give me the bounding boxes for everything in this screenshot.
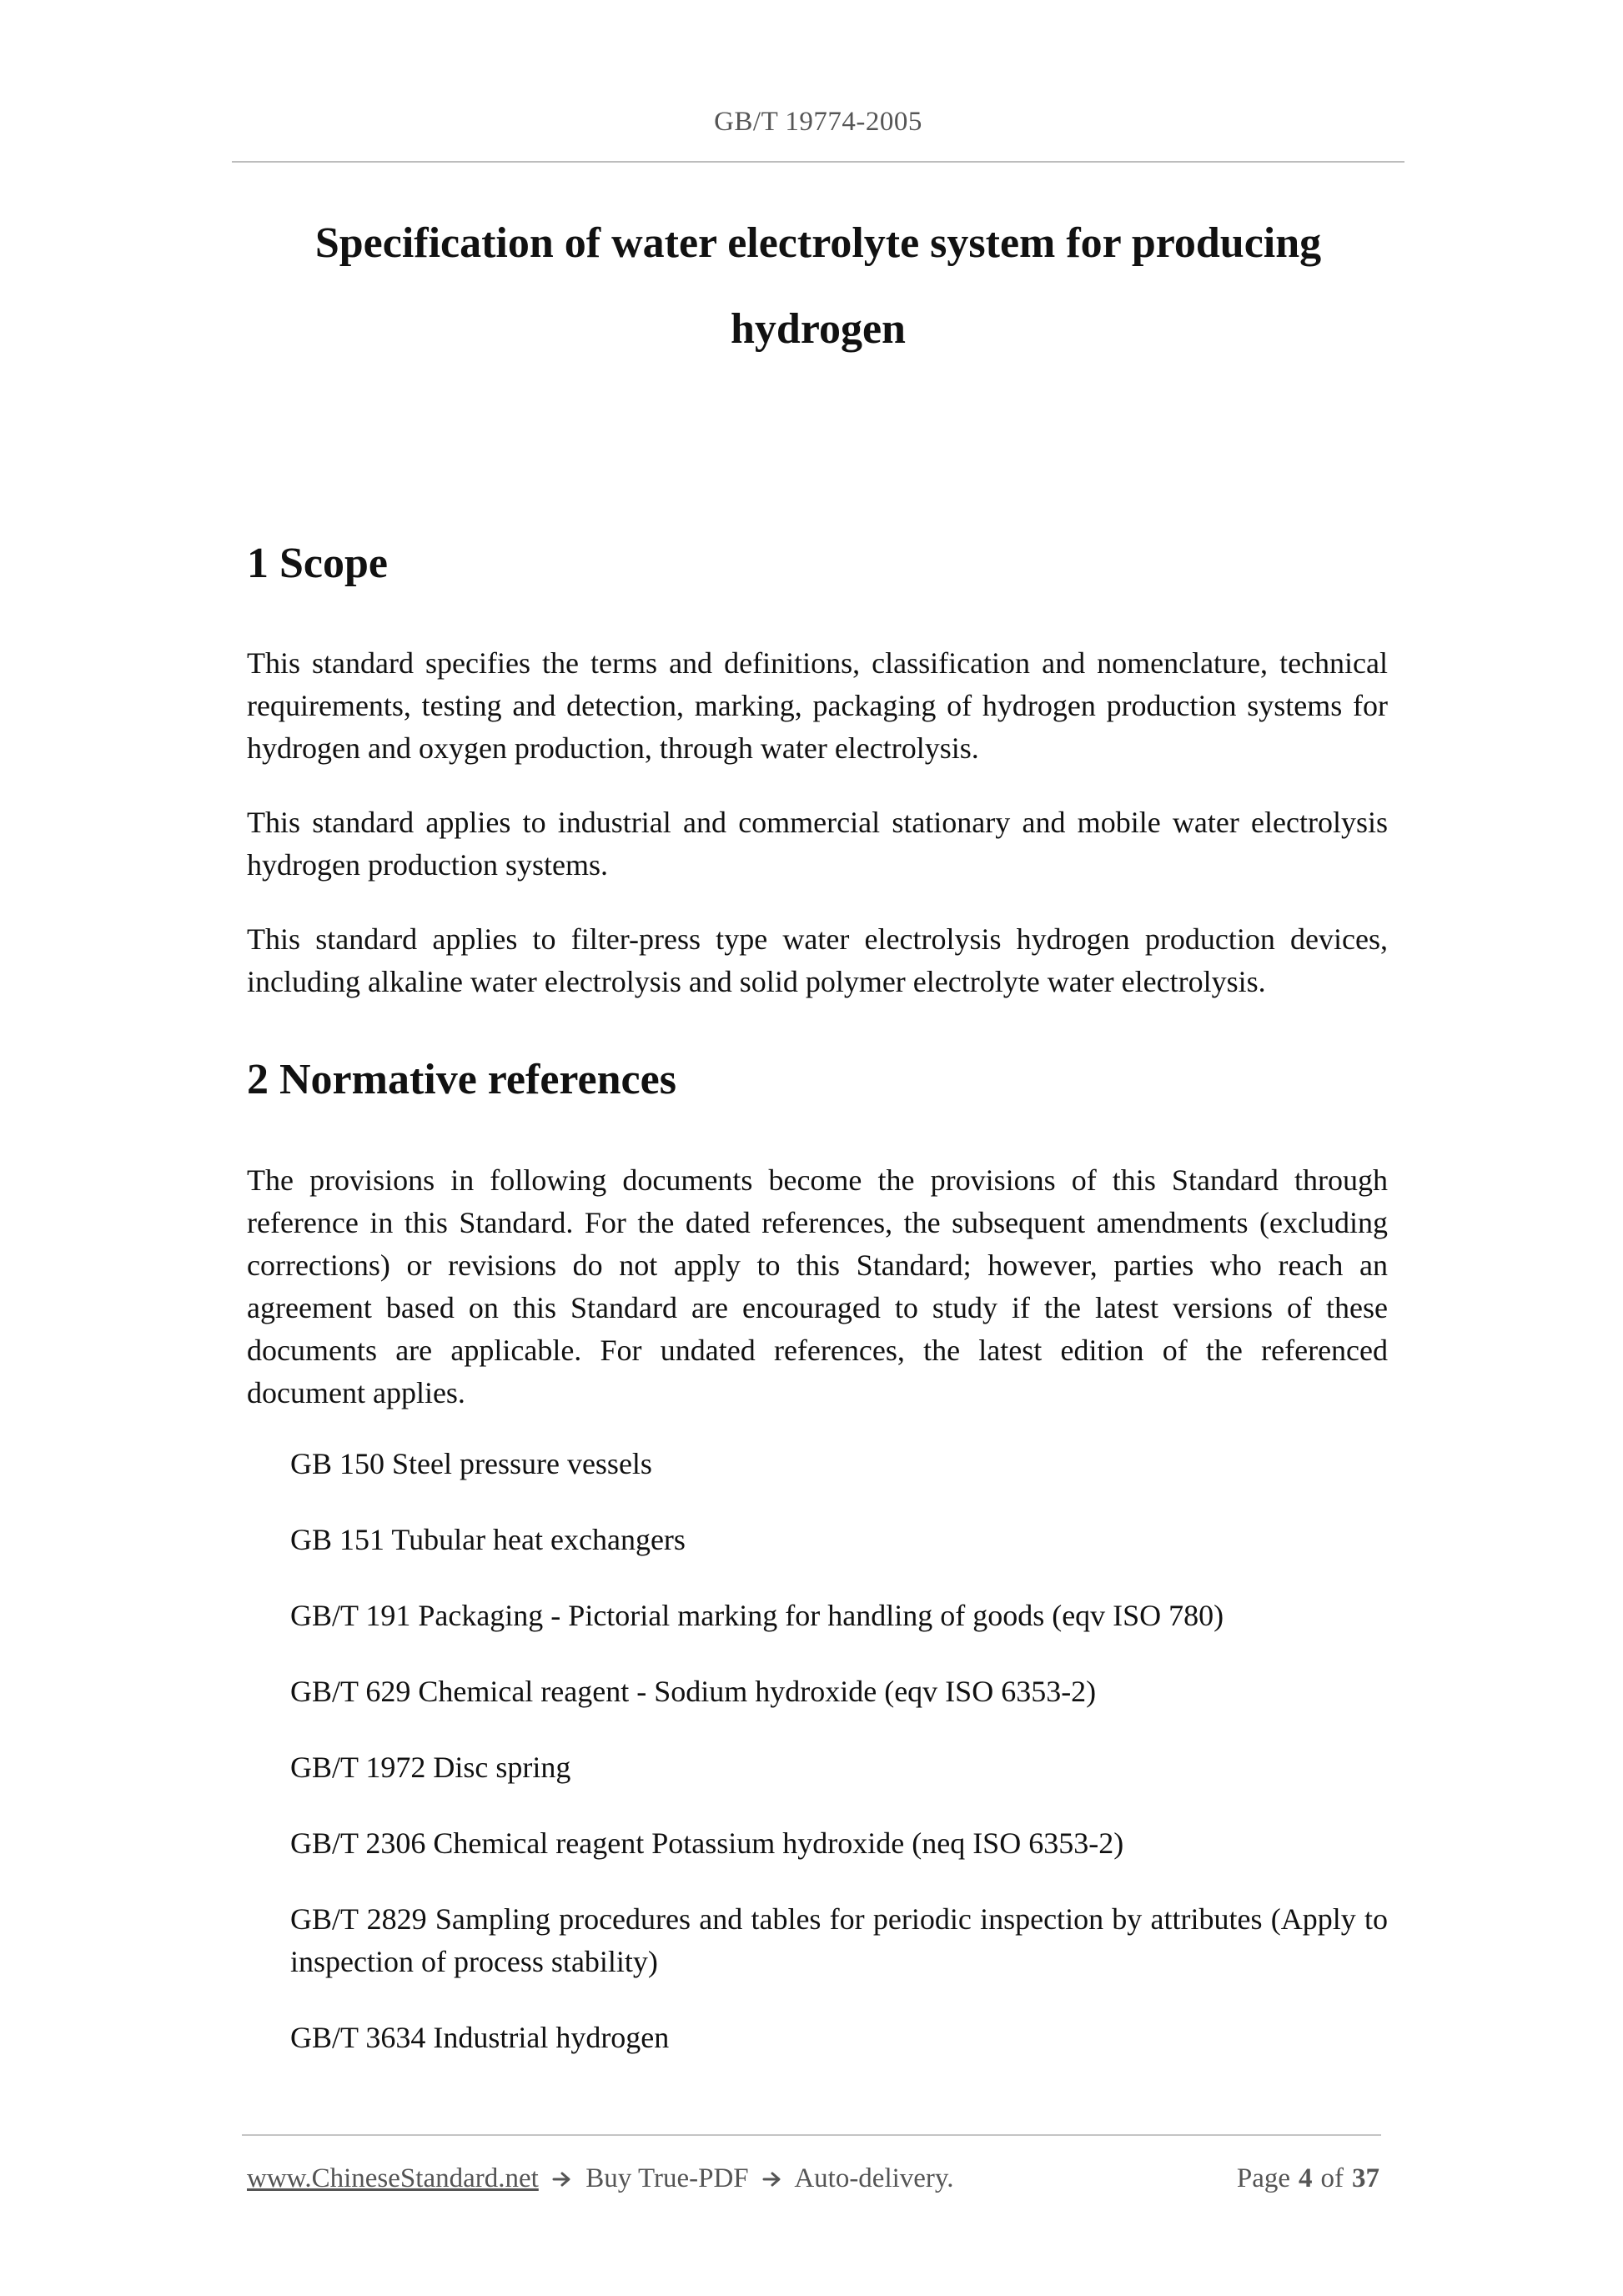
- page-label: Page: [1236, 2163, 1290, 2193]
- section-heading-scope: 1 Scope: [247, 540, 388, 587]
- references-intro-paragraph: The provisions in following documents become the provisions of this Standard through reference in this Standard. For the dated references, the subsequent amendments (excluding corrections) or revisions do not apply to this Standard; however, parties who reach an agreement based on this Standard are encouraged to study if the latest versions of these documents are applicable. For undated references, the latest edition of the referenced document applies.: [247, 1163, 1388, 1409]
- reference-item: GB/T 3634 Industrial hydrogen: [290, 2021, 670, 2054]
- current-page-number: 4: [1299, 2163, 1313, 2193]
- running-header: GB/T 19774-2005: [714, 107, 922, 137]
- page-footer: [247, 2160, 1379, 2197]
- auto-delivery-text: Auto-delivery.: [794, 2163, 954, 2193]
- footer-divider: [242, 2134, 1381, 2136]
- scope-paragraph-1: This standard specifies the terms and definitions, classification and nomenclature, technical requirements, testing and detection, marking, packaging of hydrogen production systems for hydrogen and oxygen production, through water electrolysis.: [247, 646, 1388, 765]
- reference-item: GB 151 Tubular heat exchangers: [290, 1523, 686, 1556]
- right-arrow-icon: [552, 2171, 572, 2188]
- footer-purchase-note: [247, 2160, 954, 2197]
- header-divider: [232, 161, 1404, 163]
- total-page-count: 37: [1352, 2163, 1379, 2193]
- normative-reference-list: [290, 1443, 1388, 2093]
- reference-item: GB 150 Steel pressure vessels: [290, 1447, 652, 1480]
- reference-item: GB/T 2306 Chemical reagent Potassium hydroxide (neq ISO 6353-2): [290, 1826, 1124, 1860]
- section-heading-normative-references: 2 Normative references: [247, 1056, 676, 1103]
- reference-item: GB/T 2829 Sampling procedures and tables for periodic inspection by attributes (Apply to inspection of process stability): [290, 1902, 1388, 1978]
- buy-true-pdf-text: Buy True-PDF: [585, 2163, 749, 2193]
- scope-paragraph-2: This standard applies to industrial and commercial stationary and mobile water electrolysis hydrogen production systems.: [247, 806, 1388, 882]
- scope-paragraph-3: This standard applies to filter-press type water electrolysis hydrogen production devices, including alkaline water electrolysis and solid polymer electrolyte water electrolysis.: [247, 922, 1388, 998]
- reference-item: GB/T 629 Chemical reagent - Sodium hydroxide (eqv ISO 6353-2): [290, 1675, 1097, 1708]
- of-label: of: [1320, 2163, 1344, 2193]
- reference-item: GB/T 1972 Disc spring: [290, 1751, 571, 1784]
- website-link[interactable]: www.ChineseStandard.net: [247, 2163, 539, 2193]
- page-number-indicator: [1237, 2160, 1379, 2197]
- document-title: Specification of water electrolyte system for producing hydrogen: [314, 219, 1322, 353]
- right-arrow-icon: [762, 2171, 782, 2188]
- reference-item: GB/T 191 Packaging - Pictorial marking for handling of goods (eqv ISO 780): [290, 1599, 1224, 1632]
